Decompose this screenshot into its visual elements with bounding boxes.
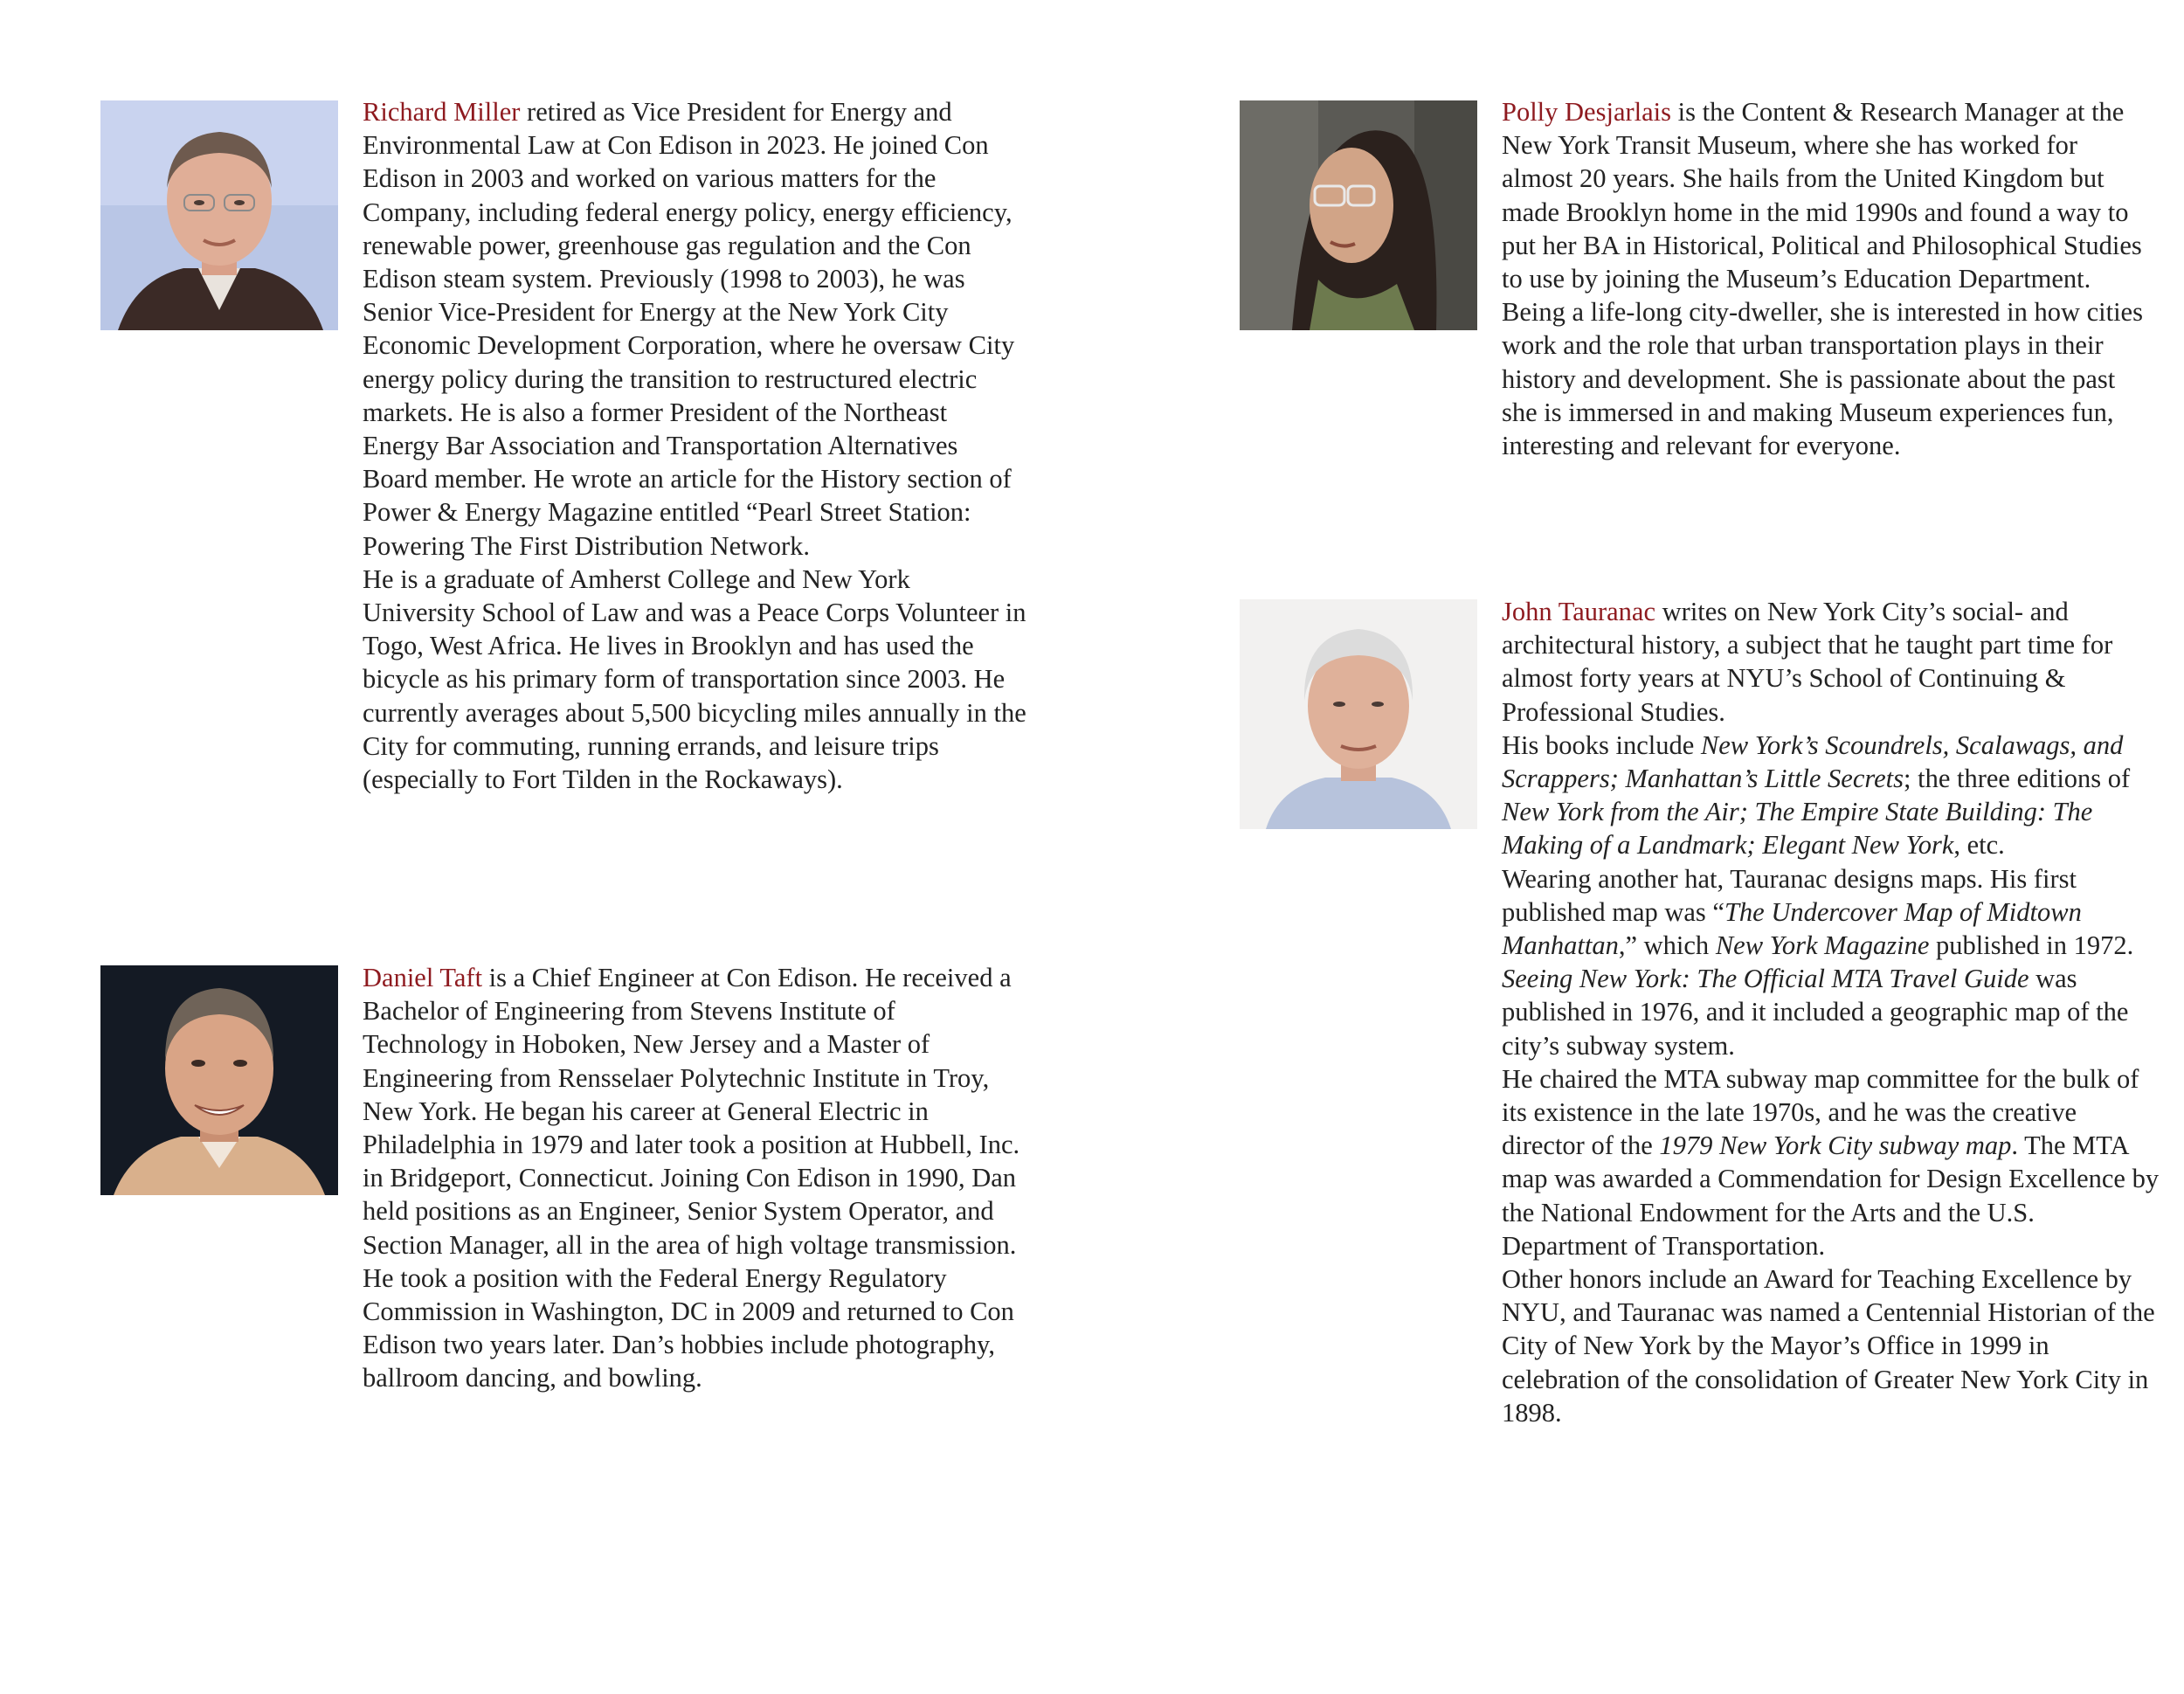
- books-text-b: ; the three editions of: [1904, 764, 2131, 794]
- polly-desjarlais-bio: [1502, 95, 2153, 462]
- john-tauranac-mta: [1502, 1062, 2166, 1262]
- maps-title-3: Seeing New York: The Official MTA Travel Guide: [1502, 964, 2029, 994]
- mta-title: 1979 New York City subway map: [1659, 1130, 2012, 1161]
- polly-desjarlais-bio-text: is the Content & Research Manager at the New York Transit Museum, where she has worked for almost 20 years. She hails from the United Kingdom but made Brooklyn home in the mid 1990s and found a way to put her BA in Historical, Political and Philosophical Studies to use by joining the Museum’s Education Department. Being a life-long city-dweller, she is interested in how cities work and the role that urban transportation plays in their history and development. She is passionate about the past she is immersed in and making Museum experiences fun, interesting and relevant for everyone.: [1502, 97, 2143, 461]
- daniel-taft-name: Daniel Taft: [363, 963, 483, 992]
- john-tauranac-name: John Tauranac: [1502, 597, 1656, 626]
- john-tauranac-maps: [1502, 862, 2166, 1062]
- richard-miller-photo: [100, 100, 338, 330]
- maps-text-b: ,” which: [1618, 930, 1716, 961]
- maps-text-c: published in 1972.: [1929, 930, 2134, 961]
- john-tauranac-intro-text: writes on New York City’s social- and architectural history, a subject that he taught part time for almost forty years at NYU’s School of Continuing & Professional Studies.: [1502, 597, 2113, 727]
- richard-miller-bio-paragraph-2: He is a graduate of Amherst College and New York University School of Law and was a Peace Corps Volunteer in Togo, West Africa. He lives in Brooklyn and has used the bicycle as his primary form of transportation since 2003. He currently averages about 5,500 bicycling miles annually in the City for commuting, running errands, and leisure trips (especially to Fort Tilden in the Rockaways).: [363, 564, 1026, 795]
- richard-miller-bio: [363, 95, 1026, 796]
- richard-miller-name: Richard Miller: [363, 97, 521, 127]
- john-tauranac-bio: [1502, 595, 2166, 1429]
- john-tauranac-intro: [1502, 595, 2166, 729]
- polly-desjarlais-photo: [1240, 100, 1477, 330]
- daniel-taft-photo: [100, 965, 338, 1195]
- books-title-1: New York’s Scoundrels, Scalawags, and Scrappers; Manhattan’s Little Secrets: [1502, 729, 2124, 794]
- mta-text-a: He chaired the MTA subway map committee for the bulk of its existence in the late 1970s, and he was the creative director of the: [1502, 1063, 2139, 1161]
- polly-desjarlais-bio-paragraph: [1502, 95, 2153, 462]
- daniel-taft-bio-paragraph: [363, 961, 1026, 1395]
- maps-title-2: New York Magazine: [1715, 930, 1930, 961]
- richard-miller-bio-text: retired as Vice President for Energy and Environmental Law at Con Edison in 2023. He joined Con Edison in 2003 and worked on various matters for the Company, including federal energy policy, energy efficiency, renewable power, greenhouse gas regulation and the Con Edison steam system. Previously (1998 to 2003), he was Senior Vice-President for Energy at the New York City Economic Development Corporation, where he oversaw City energy policy during the transition to restructured electric markets. He is also a former President of the Northeast Energy Bar Association and Transportation Alternatives Board member. He wrote an article for the History section of Power & Energy Magazine entitled “Pearl Street Station: Powering The First Distribution Network.: [363, 97, 1015, 561]
- polly-desjarlais-name: Polly Desjarlais: [1502, 97, 1671, 127]
- maps-text-d: was published in 1976, and it included a geographic map of the city’s subway system.: [1502, 964, 2129, 1061]
- maps-title-1: The Undercover Map of Midtown Manhattan: [1502, 896, 2082, 961]
- john-tauranac-books: [1502, 729, 2166, 862]
- books-text-c: , etc.: [1953, 830, 2005, 861]
- mta-text-b: . The MTA map was awarded a Commendation for Design Excellence by the National Endowment for the Arts and the U.S. Department of Transportation.: [1502, 1130, 2160, 1261]
- richard-miller-bio-paragraph: [363, 95, 1026, 563]
- john-tauranac-honors: Other honors include an Award for Teaching Excellence by NYU, and Tauranac was named a Centennial Historian of the City of New York by the Mayor’s Office in 1999 in celebration of the consolidation of Greater New York City in 1898.: [1502, 1264, 2155, 1428]
- daniel-taft-bio: [363, 961, 1026, 1395]
- daniel-taft-bio-text: is a Chief Engineer at Con Edison. He received a Bachelor of Engineering from Stevens Institute of Technology in Hoboken, New Jersey and a Master of Engineering from Rensselaer Polytechnic Institute in Troy, New York. He began his career at General Electric in Philadelphia in 1979 and later took a position at Hubbell, Inc. in Bridgeport, Connecticut. Joining Con Edison in 1990, Dan held positions as an Engineer, Senior System Operator, and Section Manager, all in the area of high voltage transmission. He took a position with the Federal Energy Regulatory Commission in Washington, DC in 2009 and returned to Con Edison two years later. Dan’s hobbies include photography, ballroom dancing, and bowling.: [363, 963, 1020, 1393]
- maps-text-a: Wearing another hat, Tauranac designs maps. His first published map was “: [1502, 863, 2077, 927]
- books-text-a: His books include: [1502, 729, 1701, 760]
- john-tauranac-photo: [1240, 599, 1477, 829]
- books-title-2: New York from the Air; The Empire State Building: The Making of a Landmark; Elegant New York: [1502, 797, 2093, 861]
